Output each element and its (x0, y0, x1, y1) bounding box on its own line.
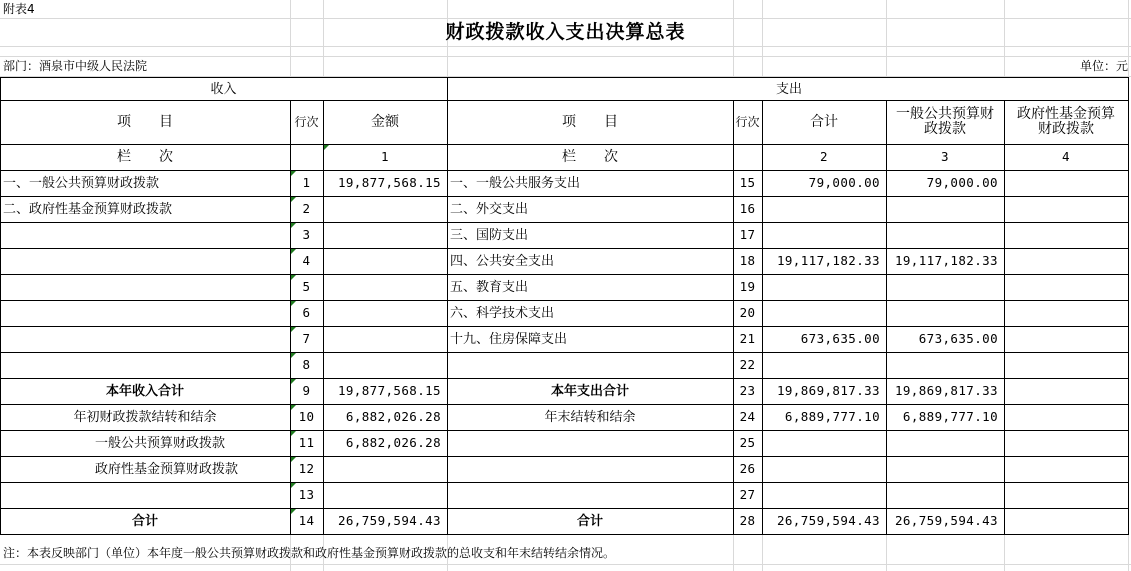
gov-fund-amount (1004, 456, 1128, 482)
cell-marker (291, 431, 296, 436)
expense-total: 673,635.00 (800, 330, 880, 346)
gov-fund-amount (1004, 274, 1128, 300)
general-budget-amount (886, 456, 1004, 482)
income-row-no: 12 (298, 460, 315, 476)
footnote: 注：本表反映部门（单位）本年度一般公共预算财政拨款和政府性基金预算财政拨款的总收支和年末结转结余情况。 (3, 546, 616, 560)
income-row-no: 7 (302, 330, 311, 346)
income-amount-header: 金额 (371, 114, 399, 130)
expense-item: 年末结转和结余 (544, 409, 636, 425)
general-budget-amount: 79,000.00 (926, 174, 998, 190)
col-index-2: 2 (820, 148, 828, 164)
income-amount (323, 274, 447, 300)
income-item (0, 222, 290, 248)
expense-total (762, 352, 886, 378)
cell-marker (291, 379, 296, 384)
expense-row-no: 28 (739, 512, 756, 528)
expense-total: 26,759,594.43 (776, 512, 880, 528)
general-budget-amount (886, 300, 1004, 326)
expense-row-no: 23 (739, 382, 756, 398)
cell-marker (291, 483, 296, 488)
expense-item (447, 482, 733, 508)
income-item: 一、一般公共预算财政拨款 (3, 175, 160, 191)
expense-item: 三、国防支出 (450, 227, 529, 243)
general-budget-amount: 26,759,594.43 (894, 512, 998, 528)
income-item: 一般公共预算财政拨款 (95, 435, 226, 451)
expense-row-no: 19 (739, 278, 756, 294)
cell-marker (291, 353, 296, 358)
income-amount (323, 248, 447, 274)
gov-fund-amount (1004, 378, 1128, 404)
general-budget-amount (886, 274, 1004, 300)
income-item (0, 326, 290, 352)
expense-row-no-header: 行次 (735, 115, 760, 129)
income-row-no: 2 (302, 200, 311, 216)
general-budget-amount: 6,889,777.10 (902, 408, 998, 424)
general-budget-amount (886, 482, 1004, 508)
col-index-1: 1 (381, 148, 389, 164)
income-item (0, 248, 290, 274)
gov-fund-amount (1004, 300, 1128, 326)
general-budget-header-line1: 一般公共预算财 (896, 105, 994, 122)
income-item: 本年收入合计 (105, 383, 184, 399)
expense-row-no: 26 (739, 460, 756, 476)
expense-total: 79,000.00 (808, 174, 880, 190)
income-row-no: 13 (298, 486, 315, 502)
income-row-no: 6 (302, 304, 311, 320)
income-item: 年初财政拨款结转和结余 (73, 409, 217, 425)
gov-fund-amount (1004, 404, 1128, 430)
income-amount (323, 222, 447, 248)
expense-row-no: 17 (739, 226, 756, 242)
cell-marker (291, 275, 296, 280)
expense-item: 二、外交支出 (450, 201, 529, 217)
expense-total (762, 456, 886, 482)
gov-fund-amount (1004, 196, 1128, 222)
general-budget-amount (886, 430, 1004, 456)
gov-fund-amount (1004, 508, 1128, 534)
expense-item: 一、一般公共服务支出 (450, 175, 581, 191)
income-item-header: 项 目 (117, 114, 173, 130)
income-amount: 6,882,026.28 (345, 408, 441, 424)
report-title: 财政拨款收入支出决算总表 (445, 20, 686, 43)
cell-marker (291, 405, 296, 410)
general-budget-amount: 19,869,817.33 (894, 382, 998, 398)
cell-marker (291, 457, 296, 462)
gov-fund-amount (1004, 248, 1128, 274)
col-index-3: 3 (941, 148, 949, 164)
income-row-no: 5 (302, 278, 311, 294)
income-row-no: 11 (298, 434, 315, 450)
income-amount (323, 456, 447, 482)
general-budget-header-line2: 政拨款 (924, 121, 966, 137)
general-budget-amount: 673,635.00 (918, 330, 998, 346)
expense-item: 本年支出合计 (550, 383, 629, 399)
general-budget-amount (886, 222, 1004, 248)
gov-fund-amount (1004, 222, 1128, 248)
expense-row-no: 16 (739, 200, 756, 216)
cell-marker (291, 197, 296, 202)
income-row-no: 1 (302, 174, 311, 190)
expense-header: 支出 (775, 81, 802, 97)
income-item: 二、政府性基金预算财政拨款 (3, 201, 173, 217)
income-amount: 6,882,026.28 (345, 434, 441, 450)
cell-marker (291, 301, 296, 306)
unit-label: 单位：元 (1079, 59, 1128, 73)
income-amount: 19,877,568.15 (337, 174, 441, 190)
general-budget-amount (886, 196, 1004, 222)
expense-item: 五、教育支出 (450, 279, 529, 295)
income-row-no: 3 (302, 226, 311, 242)
income-amount (323, 196, 447, 222)
expense-row-no: 15 (739, 174, 756, 190)
general-budget-amount: 19,117,182.33 (894, 252, 998, 268)
gov-fund-amount (1004, 170, 1128, 196)
income-amount: 26,759,594.43 (337, 512, 441, 528)
expense-item: 六、科学技术支出 (450, 305, 555, 321)
col-index-4: 4 (1062, 148, 1070, 164)
expense-total (762, 482, 886, 508)
income-amount (323, 300, 447, 326)
income-header: 收入 (210, 81, 237, 97)
expense-item (447, 430, 733, 456)
expense-total (762, 274, 886, 300)
income-row-no: 4 (302, 252, 311, 268)
expense-row-no: 20 (739, 304, 756, 320)
income-item: 政府性基金预算财政拨款 (95, 461, 239, 477)
cell-marker (291, 509, 296, 514)
income-row-no: 8 (302, 356, 311, 372)
expense-total-header: 合计 (810, 114, 838, 130)
income-amount (323, 326, 447, 352)
general-budget-header (886, 100, 1004, 144)
gov-fund-header-line2: 财政拨款 (1038, 121, 1094, 137)
expense-item: 十九、住房保障支出 (450, 331, 568, 347)
expense-total: 6,889,777.10 (784, 408, 880, 424)
expense-total: 19,869,817.33 (776, 382, 880, 398)
income-amount: 19,877,568.15 (337, 382, 441, 398)
expense-row-no: 18 (739, 252, 756, 268)
expense-row-no: 27 (739, 486, 756, 502)
income-amount (323, 482, 447, 508)
gov-fund-header (1004, 100, 1128, 144)
gov-fund-amount (1004, 352, 1128, 378)
expense-item (447, 456, 733, 482)
income-row-no: 10 (298, 408, 315, 424)
expense-item (447, 352, 733, 378)
appendix-label: 附表4 (3, 2, 35, 16)
department-label: 部门：酒泉市中级人民法院 (3, 59, 148, 73)
income-row-no-header: 行次 (294, 115, 319, 129)
income-item (0, 482, 290, 508)
cell-marker (324, 145, 329, 150)
expense-item: 合计 (576, 513, 603, 529)
cell-marker (291, 327, 296, 332)
expense-row-no: 25 (739, 434, 756, 450)
income-row-no: 9 (302, 382, 311, 398)
cell-marker (291, 249, 296, 254)
income-amount (323, 352, 447, 378)
expense-item-header: 项 目 (562, 114, 618, 130)
income-item (0, 300, 290, 326)
expense-row-no: 21 (739, 330, 756, 346)
general-budget-amount (886, 352, 1004, 378)
gov-fund-amount (1004, 482, 1128, 508)
income-item (0, 352, 290, 378)
income-column-order-label: 栏 次 (117, 149, 173, 165)
expense-row-no: 24 (739, 408, 756, 424)
expense-total (762, 222, 886, 248)
expense-column-order-label: 栏 次 (562, 149, 618, 165)
income-item: 合计 (131, 513, 158, 529)
expense-row-no: 22 (739, 356, 756, 372)
expense-item: 四、公共安全支出 (450, 253, 555, 269)
cell-marker (291, 223, 296, 228)
income-row-no: 14 (298, 512, 315, 528)
expense-total: 19,117,182.33 (776, 252, 880, 268)
expense-total (762, 196, 886, 222)
gov-fund-header-line1: 政府性基金预算 (1017, 105, 1115, 122)
expense-total (762, 430, 886, 456)
gov-fund-amount (1004, 430, 1128, 456)
expense-total (762, 300, 886, 326)
income-item (0, 274, 290, 300)
cell-marker (291, 171, 296, 176)
gov-fund-amount (1004, 326, 1128, 352)
